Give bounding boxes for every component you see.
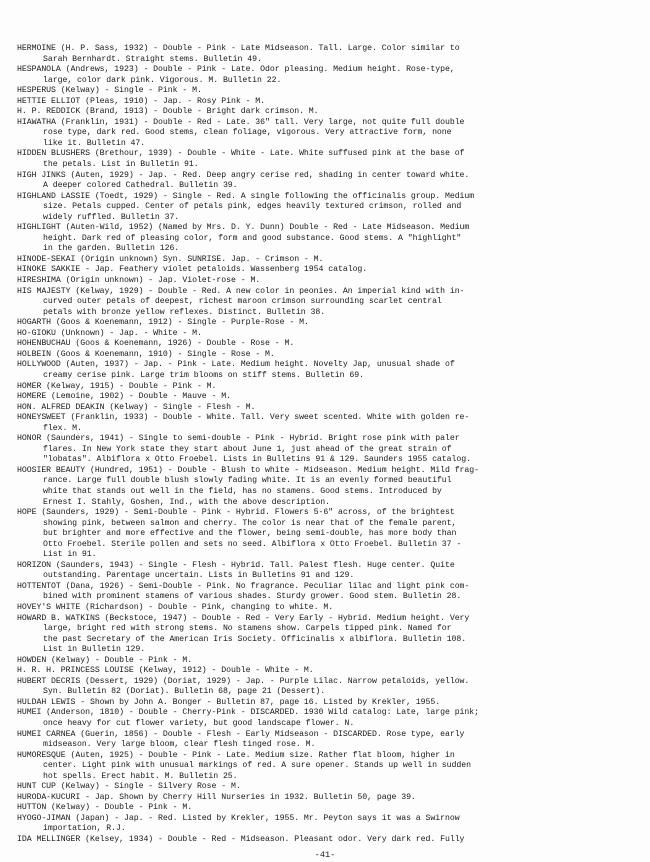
peony-entry-list — [17, 44, 637, 846]
cultivar-entry — [17, 730, 637, 751]
entry-continuation-line: hot spells. Erect habit. M. Bulletin 25. — [43, 771, 238, 781]
cultivar-entry — [17, 65, 637, 86]
entry-line: HO-GIOKU (Unknown) - Jap. - White - M. — [17, 328, 202, 338]
entry-line: HERMOINE (H. P. Sass, 1932) - Double - Pink - Late Midseason. Tall. Large. Color similar to — [17, 44, 460, 53]
entry-line: HIDDEN BLUSHERS (Brethour, 1939) - Double - White - Late. White suffused pink at the base of — [17, 149, 465, 159]
cultivar-entry — [17, 656, 637, 667]
cultivar-entry — [17, 793, 637, 804]
entry-line: HUNT CUP (Kelway) - Single - Silvery Rose - M. — [17, 782, 241, 792]
cultivar-entry — [17, 603, 637, 614]
entry-continuation-line: like it. Bulletin 47. — [43, 138, 146, 148]
entry-continuation-line: petals with bronze yellow reflexes. Distinct. Bulletin 38. — [43, 307, 326, 317]
cultivar-entry — [17, 339, 637, 350]
entry-line: HOWARD B. WATKINS (Beckstoce, 1947) - Double - Red - Very Early - Hybrid. Medium height. Very — [17, 613, 470, 623]
entry-continuation-line: large, color dark pink. Vigorous. M. Bulletin 22. — [43, 75, 282, 85]
entry-line: HINODE-SEKAI (Origin unknown) Syn. SUNRISE. Jap. - Crimson - M. — [17, 254, 324, 264]
entry-continuation-line: flares. In New York state they start about June 1, just ahead of the great strain of — [43, 444, 452, 454]
entry-continuation-line: center. Light pink with unusual markings of red. A sure opener. Stands up well in sudden — [43, 761, 471, 771]
entry-continuation-line: creamy cerise pink. Large trim blooms on stiff stems. Bulletin 69. — [43, 370, 364, 380]
cultivar-entry — [17, 318, 637, 329]
cultivar-entry — [17, 666, 637, 677]
cultivar-entry — [17, 814, 637, 835]
entry-line: HESPERUS (Kelway) - Single - Pink - M. — [17, 86, 202, 96]
cultivar-entry — [17, 86, 637, 97]
entry-line: HIRESHIMA (Origin unknown) - Jap. Violet-rose - M. — [17, 276, 261, 286]
cultivar-entry — [17, 107, 637, 118]
entry-continuation-line: rance. Large full double blush slowly fading white. It is an evenly formed beautiful — [43, 476, 452, 486]
cultivar-entry — [17, 149, 637, 170]
entry-line: HOMERE (Lemoine, 1902) - Double - Mauve - M. — [17, 392, 231, 402]
cultivar-entry — [17, 677, 637, 698]
cultivar-entry — [17, 708, 637, 729]
entry-line: HIGHLAND LASSIE (Toedt, 1929) - Single - Red. A single following the officinalis group. Medium — [17, 191, 475, 201]
entry-continuation-line: List in Bulletin 129. — [43, 645, 146, 655]
cultivar-entry — [17, 508, 637, 561]
entry-line: HESPANOLA (Andrews, 1923) - Double - Pink - Late. Odor pleasing. Medium height. Rose-type, — [17, 65, 455, 75]
cultivar-entry — [17, 614, 637, 656]
entry-line: H. P. REDDICK (Brand, 1913) - Double - Bright dark crimson. M. — [17, 107, 319, 117]
entry-line: IDA MELLINGER (Kelsey, 1934) - Double - Red - Midseason. Pleasant odor. Very dark red. Fully — [17, 835, 465, 845]
cultivar-entry — [17, 803, 637, 814]
cultivar-entry — [17, 44, 637, 65]
entry-line: HYOGO-JIMAN (Japan) - Jap. - Red. Listed by Krekler, 1955. Mr. Peyton says it was a Swirnow — [17, 813, 460, 823]
entry-line: HOVEY'S WHITE (Richardson) - Double - Pink, changing to white. M. — [17, 602, 334, 612]
entry-line: HUMEI (Anderson, 1810) - Double - Cherry-Pink - DISCARDED. 1930 Wild catalog: Late, large pink; — [17, 708, 480, 718]
cultivar-entry — [17, 835, 637, 846]
entry-line: HOWDEN (Kelway) - Double - Pink - M. — [17, 655, 193, 665]
entry-continuation-line: height. Dark red of pleasing color, form and good substance. Good stems. A "highlight" — [43, 233, 462, 243]
entry-line: HOGARTH (Goos & Koenemann, 1912) - Single - Purple-Rose - M. — [17, 318, 309, 328]
cultivar-entry — [17, 171, 637, 192]
entry-line: HUTTON (Kelway) - Double - Pink - M. — [17, 803, 193, 813]
entry-continuation-line: the petals. List in Bulletin 91. — [43, 160, 199, 170]
entry-continuation-line: the past Secretary of the American Iris Society. Officinalis x albiflora. Bulletin 108. — [43, 634, 467, 644]
entry-line: HOMER (Kelway, 1915) - Double - Pink - M. — [17, 381, 217, 391]
entry-line: HIGH JINKS (Auten, 1929) - Jap. - Red. Deep angry cerise red, shading in center toward white. — [17, 170, 470, 180]
cultivar-entry — [17, 698, 637, 709]
cultivar-entry — [17, 403, 637, 414]
cultivar-entry — [17, 118, 637, 150]
entry-continuation-line: in the garden. Bulletin 126. — [43, 244, 180, 254]
entry-line: HIS MAJESTY (Kelway, 1929) - Double - Red. A new color in peonies. An imperial kind with in- — [17, 286, 465, 296]
entry-line: HUMEI CARNEA (Guerin, 1856) - Double - Flesh - Early Midseason - DISCARDED. Rose type, early — [17, 729, 465, 739]
entry-continuation-line: Syn. Bulletin 82 (Doriat). Bulletin 68, page 21 (Dessert). — [43, 687, 326, 697]
entry-line: H. R. H. PRINCESS LOUISE (Kelway, 1912) - Double - White - M. — [17, 666, 314, 676]
entry-line: HURODA-KUCURI - Jap. Shown by Cherry Hill Nurseries in 1932. Bulletin 50, page 39. — [17, 792, 416, 802]
cultivar-entry — [17, 561, 637, 582]
entry-line: HONOR (Saunders, 1941) - Single to semi-double - Pink - Hybrid. Bright rose pink with paler — [17, 434, 460, 444]
entry-continuation-line: rose type, dark red. Good stems, clean foliage, vigorous. Very attractive form, none — [43, 128, 452, 138]
entry-continuation-line: size. Petals cupped. Center of petals pink, edges heavily textured crimson, rolled and — [43, 202, 462, 212]
page-number: -41- — [314, 850, 336, 860]
entry-line: HON. ALFRED DEAKIN (Kelway) - Single - Flesh - M. — [17, 402, 256, 412]
cultivar-entry — [17, 265, 637, 276]
entry-continuation-line: "lobatas". Albiflora x Otto Froebel. Lists in Bulletins 91 & 129. Saunders 1955 catalog. — [43, 455, 471, 465]
entry-continuation-line: flex. M. — [43, 423, 82, 433]
cultivar-entry — [17, 782, 637, 793]
entry-line: HOPE (Saunders, 1929) - Semi-Double - Pink - Hybrid. Flowers 5-6" across, of the brightest — [17, 508, 455, 518]
cultivar-entry — [17, 192, 637, 224]
entry-line: HOTTENTOT (Dana, 1926) - Semi-Double - Pink. No fragrance. Peculiar lilac and light pink com- — [17, 581, 470, 591]
entry-continuation-line: List in 91. — [43, 550, 97, 560]
entry-line: HIAWATHA (Franklin, 1931) - Double - Red - Late. 36" tall. Very large, not quite full double — [17, 117, 465, 127]
entry-line: HUMORESQUE (Auten, 1925) - Double - Pink - Late. Medium size. Rather flat bloom, higher in — [17, 750, 455, 760]
cultivar-entry — [17, 223, 637, 255]
cultivar-entry — [17, 276, 637, 287]
cultivar-entry — [17, 434, 637, 466]
entry-line: HETTIE ELLIOT (Pleas, 1910) - Jap. - Rosy Pink - M. — [17, 96, 266, 106]
cultivar-entry — [17, 413, 637, 434]
entry-continuation-line: bined with prominent stamens of various shades. Sturdy grower. Good stem. Bulletin 28. — [43, 592, 462, 602]
entry-continuation-line: widely ruffled. Bulletin 37. — [43, 212, 180, 222]
cultivar-entry — [17, 751, 637, 783]
cultivar-entry — [17, 360, 637, 381]
entry-line: HINOKE SAKKIE - Jap. Feathery violet petaloids. Wassenberg 1954 catalog. — [17, 265, 368, 275]
entry-continuation-line: A deeper colored Cathedral. Bulletin 39. — [43, 181, 238, 191]
entry-line: HOOSIER BEAUTY (Hundred, 1951) - Double - Blush to white - Midseason. Medium height. Mild frag- — [17, 465, 480, 475]
entry-continuation-line: Ernest I. Stahly, Goshen, Ind., with the above description. — [43, 497, 330, 507]
entry-continuation-line: midseason. Very large bloom, clear flesh tinged rose. M. — [43, 740, 316, 750]
cultivar-entry — [17, 255, 637, 266]
entry-continuation-line: large, bright red with strong stems. No stamens show. Carpels tipped pink. Named for — [43, 624, 452, 634]
entry-continuation-line: importation, R.J. — [43, 824, 126, 834]
cultivar-entry — [17, 350, 637, 361]
cultivar-entry — [17, 392, 637, 403]
entry-continuation-line: outstanding. Parentage uncertain. Lists in Bulletins 91 and 129. — [43, 571, 355, 581]
entry-continuation-line: curved outer petals of deepest, richest maroon crimson surrounding scarlet central — [43, 297, 442, 307]
entry-line: HOLLYWOOD (Auten, 1937) - Jap. - Pink - Late. Medium height. Novelty Jap, unusual shade of — [17, 360, 455, 370]
cultivar-entry — [17, 382, 637, 393]
entry-continuation-line: Otto Froebel. Sterile pollen and sets no seed. Albiflora x Otto Froebel. Bulletin 37 - — [43, 539, 462, 549]
entry-line: HORIZON (Saunders, 1943) - Single - Flesh - Hybrid. Tall. Palest flesh. Huge center. Quite — [17, 560, 455, 570]
entry-continuation-line: Sarah Bernhardt. Straight stems. Bulletin 49. — [43, 54, 262, 64]
entry-line: HUBERT DECRIS (Dessert, 1929) (Doriat, 1929) - Jap. - Purple Lilac. Narrow petaloids, yellow. — [17, 676, 470, 686]
entry-continuation-line: white that stands out well in the field, has no stamens. Good stems. Introduced by — [43, 486, 442, 496]
entry-continuation-line: showing pink, between salmon and cherry. The color is near that of the female parent, — [43, 518, 457, 528]
entry-line: HONEYSWEET (Franklin, 1933) - Double - White. Tall. Very sweet scented. White with golden re- — [17, 413, 470, 423]
entry-continuation-line: once heavy for cut flower variety, but good landscape flower. N. — [43, 719, 355, 728]
cultivar-entry — [17, 287, 637, 319]
entry-line: HOLBEIN (Goos & Koenemann, 1910) - Single - Rose - M. — [17, 349, 275, 359]
entry-continuation-line: but brighter and more effective and the flower, being semi-double, has more body than — [43, 529, 457, 539]
cultivar-entry — [17, 329, 637, 340]
cultivar-entry — [17, 97, 637, 108]
entry-line: HOHENBUCHAU (Goos & Koenemann, 1926) - Double - Rose - M. — [17, 339, 295, 349]
cultivar-entry — [17, 466, 637, 508]
cultivar-entry — [17, 582, 637, 603]
entry-line: HIGHLIGHT (Auten-Wild, 1952) (Named by Mrs. D. Y. Dunn) Double - Red - Late Midseason. Medium — [17, 223, 470, 233]
entry-line: HULDAH LEWIS - Shown by John A. Bonger - Bulletin 87, page 16. Listed by Krekler, 1955. — [17, 697, 441, 707]
